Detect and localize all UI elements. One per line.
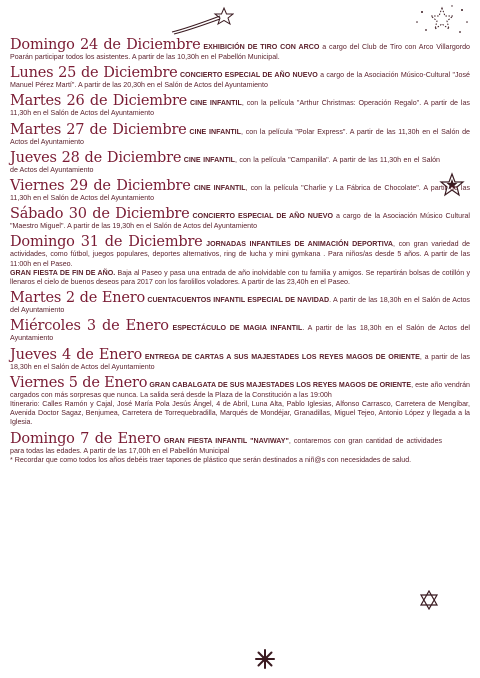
event-title: ESPECTÁCULO DE MAGIA INFANTIL <box>172 324 303 333</box>
event-date: Miércoles 3 de Enero <box>10 318 169 335</box>
event-date: Jueves 28 de Diciembre <box>10 149 182 166</box>
event-title: GRAN CABALGATA DE SUS MAJESTADES LOS REYES MAGOS DE ORIENTE <box>149 380 412 389</box>
event-item <box>10 94 470 118</box>
event-date: Domingo 7 de Enero <box>10 430 161 447</box>
event-item <box>10 123 470 147</box>
event-title: JORNADAS INFANTILES DE ANIMACIÓN DEPORTIVA <box>206 240 394 249</box>
event-extra-description: Itinerario: Calles Ramón y Cajal, José María Pola Jesús Ángel, 4 de Abril, Luna Alta, Pablo Iglesias, Alfonso Carrasco, Carretera de Mengíbar, Avenida Doctor Sagaz, Benjumea, Carretera de Torrequebradilla, Marqués de Mondéjar, Granadillas, Miguel Tejeo, Antonio López y llegada a la Iglesia. <box>10 400 470 427</box>
event-date: Martes 2 de Enero <box>10 290 146 307</box>
event-text <box>10 319 470 343</box>
event-extra-title: GRAN FIESTA DE FIN DE AÑO. <box>10 268 116 277</box>
event-date: Martes 27 de Diciembre <box>10 121 187 138</box>
event-item <box>10 38 470 62</box>
event-text <box>10 432 470 456</box>
event-description: , con la película "Charlie y La Fábrica de Chocolate". A partir de las 11,30h en el Salón de Actos del Ayuntamiento <box>10 184 470 203</box>
event-date: Viernes 29 de Diciembre <box>10 178 191 195</box>
event-extra <box>10 269 470 287</box>
sparkle-stars-icon <box>412 2 472 40</box>
event-title: CINE INFANTIL <box>183 155 236 164</box>
event-title: EXHIBICIÓN DE TIRO CON ARCO <box>203 43 320 51</box>
event-text <box>10 235 470 268</box>
event-date: Sábado 30 de Diciembre <box>10 206 190 223</box>
event-item <box>10 376 470 428</box>
event-extra-description: Baja al Paseo y pasa una entrada de año inolvidable con tu familia y amigos. Se repartirán bolsas de cotillón y llenaros el cielo de buenos deseos para 2017 con los farolillos voladores. A partir de las 23,40h en el Paseo. <box>10 268 470 287</box>
event-title: CONCIERTO ESPECIAL DE AÑO NUEVO <box>179 71 318 80</box>
event-text <box>10 66 470 90</box>
event-text <box>10 151 470 175</box>
event-item <box>10 432 470 465</box>
event-description: , con gran variedad de actividades, como fútbol, juegos populares, deportes alternativos, ring de lucha y mini gymkana . Para niños/as desde 5 años. A partir de las 11:00h en el Paseo. <box>10 240 470 268</box>
event-title: GRAN FIESTA INFANTIL "NAVIWAY" <box>163 436 289 445</box>
event-text <box>10 207 470 231</box>
event-description: a cargo de la Asociación Músico-Cultural "José Manuel Pérez Martí". A partir de las 20,30h en el Salón de Actos del Ayuntamiento <box>10 71 470 90</box>
event-title: CINE INFANTIL <box>193 184 246 193</box>
event-extra-description: * Recordar que como todos los años debéis traer tapones de plástico que serán destinados a niñ@s con necesidades de salud. <box>10 455 412 464</box>
event-description: a cargo de la Asociación Músico Cultural "Maestro Miguel". A partir de las 19,30h en el Salón de Actos del Ayuntamiento <box>10 212 470 231</box>
snowflake-icon <box>254 648 276 670</box>
event-item <box>10 179 470 203</box>
event-description: , con la película "Campanilla". A partir de las 11,30h en el Salón de Actos del Ayuntamiento <box>10 155 440 174</box>
event-item <box>10 348 470 372</box>
star-of-david-icon <box>419 590 439 610</box>
event-date: Domingo 31 de Diciembre <box>10 234 203 251</box>
shooting-star-icon <box>168 6 234 36</box>
event-description: a cargo del Club de Tiro con Arco Villargordo Poarán participar todos los asistentes. A partir de las 10,30h en el Pabellón Municipal. <box>10 43 470 61</box>
event-date: Lunes 25 de Diciembre <box>10 65 178 82</box>
event-item <box>10 207 470 231</box>
event-title: CINE INFANTIL <box>190 99 242 108</box>
event-text <box>10 348 470 372</box>
event-title: ENTREGA DE CARTAS A SUS MAJESTADES LOS REYES MAGOS DE ORIENTE <box>144 352 420 361</box>
event-list <box>10 38 470 465</box>
event-description: , este año vendrán cargados con más sorpresas que nunca. La salida será desde la Plaza de la Constitución a las 19:00h <box>10 380 470 399</box>
event-title: CINE INFANTIL <box>189 127 241 136</box>
event-item <box>10 151 470 175</box>
event-text <box>10 94 470 118</box>
event-date: Martes 26 de Diciembre <box>10 93 188 110</box>
event-description: . A partir de las 18,30h en el Salón de Actos del Ayuntamiento <box>10 324 470 343</box>
event-description: , a partir de las 18,30h en el Salón de Actos del Ayuntamiento <box>10 352 470 371</box>
event-item <box>10 66 470 90</box>
event-date: Viernes 5 de Enero <box>10 374 148 391</box>
event-description: , contaremos con gran cantidad de actividades para todas las edades. A partir de las 17,00h en el Pabellón Municipal <box>10 436 442 455</box>
event-description: , con la película "Polar Express". A partir de las 11,30h en el Salón de Actos del Ayuntamiento <box>10 127 470 146</box>
event-description: . A partir de las 18,30h en el Salón de Actos del Ayuntamiento <box>10 296 470 315</box>
event-title: CONCIERTO ESPECIAL DE AÑO NUEVO <box>192 212 333 221</box>
event-description: , con la película "Arthur Christmas: Operación Regalo". A partir de las 11,30h en el Salón de Actos del Ayuntamiento <box>10 99 470 118</box>
event-extra <box>10 400 470 428</box>
event-date: Domingo 24 de Diciembre <box>10 37 201 53</box>
event-text <box>10 38 470 62</box>
event-extra <box>10 456 470 465</box>
event-item <box>10 235 470 287</box>
event-text <box>10 376 470 400</box>
event-item <box>10 291 470 315</box>
event-date: Jueves 4 de Enero <box>10 346 143 363</box>
event-title: CUENTACUENTOS INFANTIL ESPECIAL DE NAVIDAD <box>147 296 330 305</box>
event-item <box>10 319 470 343</box>
event-text <box>10 291 470 315</box>
event-text <box>10 179 470 203</box>
event-text <box>10 123 470 147</box>
